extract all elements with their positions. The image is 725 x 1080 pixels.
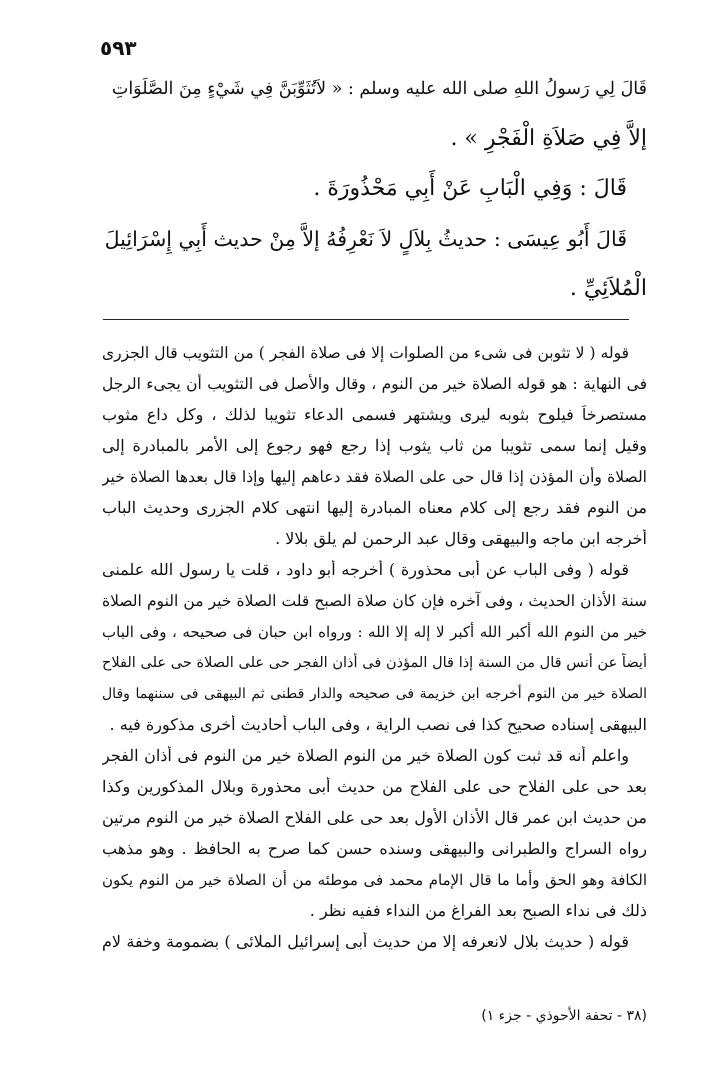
commentary-line: البيهقى إسناده صحيح كذا فى نصب الراية ، وفى الباب أحاديث أخرى مذكورة فيه . xyxy=(109,715,647,734)
commentary-line: واعلم أنه قد ثبت كون الصلاة خير من النوم الصلاة خير من النوم فى أذان الفجر xyxy=(102,746,629,765)
hadith-line: قَالَ أَبُو عِيسَى : حديثُ بِلاَلٍ لاَ نَعْرِفُهُ إلاَّ مِنْ حديث أَبِي إِسْرَائِيلَ xyxy=(104,227,627,251)
commentary-line: أخرجه ابن ماجه والبيهقى وقال عبد الرحمن لم يلق بلالا . xyxy=(275,529,647,548)
footer-signature: (٣٨ - تحفة الأحوذي - جزء ١) xyxy=(481,1008,647,1024)
commentary-line: مستصرخاً فيلوح بثوبه ليرى ويشتهر فسمى الدعاء تثويبا لذلك ، وكل داع مثوب xyxy=(102,405,647,424)
commentary-line: قوله ( حديث بلال لانعرفه إلا من حديث أبى إسرائيل الملائى ) بضمومة وخفة لام xyxy=(102,932,630,951)
commentary-line: الكافة وهو الحق وأما ما قال الإمام محمد فى موطئه من أن الصلاة خير من النوم يكون xyxy=(102,871,647,889)
commentary-line: الصلاة وأن المؤذن إذا قال حى على الصلاة فقد دعاهم إليها وإذا قال بعدها الصلاة خير xyxy=(102,468,647,486)
commentary-text xyxy=(102,343,647,963)
commentary-line: وقيل إنما سمى تثويبا من ثاب يثوب إذا رجع فهو رجوع إلى الأمر بالمبادرة إلى xyxy=(102,436,647,455)
hadith-line: إلاَّ فِي صَلاَةِ الْفَجْرِ » . xyxy=(450,126,647,151)
commentary-line: قوله ( لا تثوبن فى شىء من الصلوات إلا فى صلاة الفجر ) من التثويب قال الجزرى xyxy=(102,344,629,362)
commentary-line: خير من النوم الله أكبر الله أكبر لا إله إلا الله : ورواه ابن حبان فى صحيحه ، وفى الباب xyxy=(102,623,647,641)
commentary-line: فى النهاية : هو قوله الصلاة خير من النوم ، وقال والأصل فى التثويب أن يجىء الرجل xyxy=(102,375,647,393)
commentary-line: من النوم فقد رجع إلى كلام معناه المبادرة إليها انتهى كلام الجزرى وحديث الباب xyxy=(102,498,647,517)
hadith-line: الْمُلاَئِيِّ . xyxy=(569,276,647,301)
hadith-line: قَالَ : وَفِي الْبَابِ عَنْ أَبِي مَحْذُورَةَ . xyxy=(313,176,627,201)
commentary-line: أيضاً عن أنس قال من السنة إذا قال المؤذن فى أذان الفجر حى على الصلاة حى على الفلاح xyxy=(102,655,647,671)
page-number: ٥٩٣ xyxy=(100,36,137,60)
hadith-line: قَالَ لِي رَسولُ اللهِ صلى الله عليه وسلم : « لاَتُثَوِّبَنَّ فِي شَيْءٍ مِنَ الصَّلَوَاتِ xyxy=(111,79,647,99)
commentary-line: من حديث ابن عمر قال الأذان الأول بعد حى على الفلاح الصلاة خير من النوم مرتين xyxy=(102,808,647,827)
commentary-line: قوله ( وفى الباب عن أبى محذورة ) أخرجه أبو داود ، قلت يا رسول الله علمنى xyxy=(102,560,629,579)
commentary-line: الصلاة خير من النوم أخرجه ابن خزيمة فى صحيحه والدار قطنى ثم البيهقى فى سننهما وقال xyxy=(102,686,647,702)
section-divider xyxy=(103,319,629,320)
commentary-line: ذلك فى نداء الصبح بعد الفراغ من النداء ففيه نظر . xyxy=(309,901,647,920)
hadith-text xyxy=(105,76,647,326)
commentary-line: رواه السراج والطبرانى والبيهقى وسنده حسن كما صرح به الحافظ . وهو مذهب xyxy=(102,839,647,858)
commentary-line: بعد حى على الفلاح حى على الفلاح من حديث أبى محذورة وبلال المذكورين وكذا xyxy=(102,777,647,796)
commentary-line: سنة الأذان الحديث ، وفى آخره فإن كان صلاة الصبح قلت الصلاة خير من النوم الصلاة xyxy=(102,592,647,610)
